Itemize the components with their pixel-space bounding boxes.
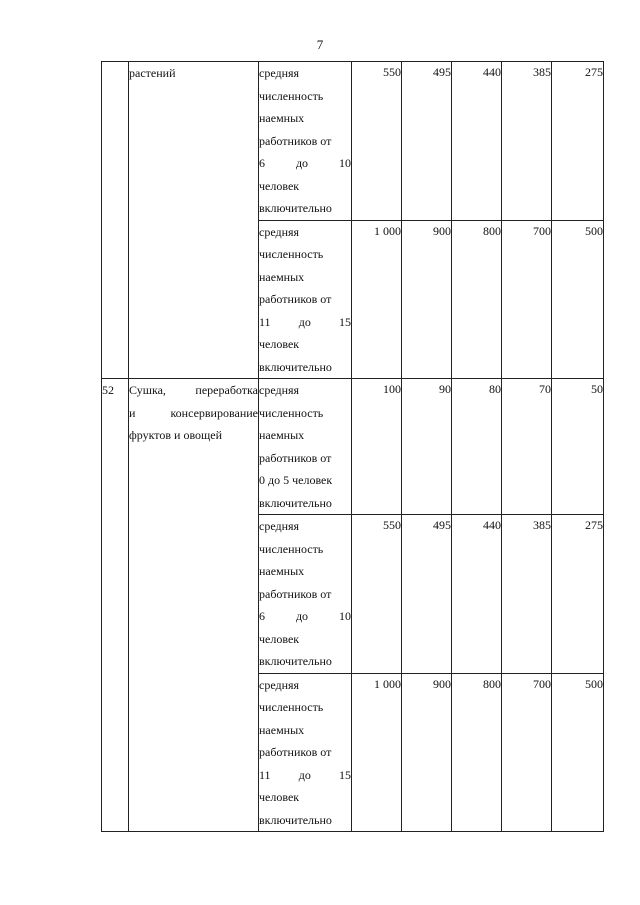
row-number-cell <box>102 62 129 379</box>
value-cell: 800 <box>452 220 502 379</box>
word: 10 <box>338 609 351 623</box>
text-line <box>129 379 258 402</box>
word: Сушка, <box>129 383 166 397</box>
text-line: человек <box>259 178 300 193</box>
table-body <box>102 62 604 832</box>
activity-name-cell: растений <box>129 62 259 379</box>
value-cell: 800 <box>452 673 502 832</box>
value-cell: 80 <box>452 379 502 515</box>
page-number: 7 <box>316 37 324 52</box>
table-row <box>102 62 604 221</box>
text-line: работников от <box>259 292 332 306</box>
text-line: численность <box>259 541 324 556</box>
text-line: включительно <box>259 812 332 827</box>
text-line: численность <box>259 405 324 420</box>
word: консервирование <box>170 405 258 420</box>
value-cell: 1 000 <box>352 673 402 832</box>
value-cell: 385 <box>502 62 552 221</box>
text-line: средняя <box>259 66 300 80</box>
word: до <box>295 156 309 170</box>
text-line: человек <box>259 631 300 646</box>
word: 15 <box>338 767 351 782</box>
text-line: работников от <box>259 586 332 601</box>
tariff-table <box>101 61 604 832</box>
text-line: наемных <box>259 111 305 125</box>
text-line: численность <box>259 88 324 103</box>
text-line: работников от <box>259 450 332 465</box>
table-row <box>102 379 604 515</box>
employee-range-cell <box>259 673 352 832</box>
text-line: включительно <box>259 201 332 215</box>
text-line: средняя <box>259 677 300 692</box>
word: 15 <box>338 314 351 329</box>
value-cell: 1 000 <box>352 220 402 379</box>
text-line <box>259 605 351 628</box>
value-cell: 70 <box>502 379 552 515</box>
text-line: 0 до 5 человек <box>259 473 333 487</box>
value-cell: 495 <box>402 62 452 221</box>
value-cell: 50 <box>552 379 604 515</box>
value-cell: 275 <box>552 515 604 674</box>
value-cell: 500 <box>552 673 604 832</box>
text-line: средняя <box>259 383 300 397</box>
text-line: средняя <box>259 519 300 533</box>
text-line <box>259 764 351 787</box>
text-line: средняя <box>259 224 300 239</box>
text-line <box>129 402 258 425</box>
text-line: численность <box>259 247 324 261</box>
word: до <box>295 609 309 623</box>
value-cell: 275 <box>552 62 604 221</box>
word: 6 <box>259 156 265 170</box>
employee-range-cell <box>259 220 352 379</box>
value-cell: 440 <box>452 62 502 221</box>
text-line: человек <box>259 790 300 804</box>
text-line: наемных <box>259 269 305 284</box>
word: до <box>298 314 311 329</box>
value-cell: 440 <box>452 515 502 674</box>
employee-range-cell <box>259 515 352 674</box>
value-cell: 550 <box>352 62 402 221</box>
value-cell: 385 <box>502 515 552 674</box>
text-line: человек <box>259 337 300 351</box>
value-cell: 900 <box>402 673 452 832</box>
text-line <box>259 311 351 334</box>
text-line: включительно <box>259 654 332 668</box>
word: 11 <box>259 314 271 329</box>
word: 10 <box>338 156 351 170</box>
text-line: включительно <box>259 359 332 374</box>
value-cell: 900 <box>402 220 452 379</box>
text-line <box>259 152 351 175</box>
activity-name-cell <box>129 379 259 832</box>
employee-range-cell <box>259 379 352 515</box>
text-line: наемных <box>259 722 305 737</box>
employee-range-cell <box>259 62 352 221</box>
text-line: наемных <box>259 564 305 578</box>
value-cell: 90 <box>402 379 452 515</box>
word: переработка <box>195 383 258 397</box>
text-line: работников от <box>259 133 332 148</box>
value-cell: 700 <box>502 220 552 379</box>
text-line: численность <box>259 700 324 714</box>
text-line: наемных <box>259 428 305 442</box>
value-cell: 100 <box>352 379 402 515</box>
word: 6 <box>259 609 265 623</box>
value-cell: 700 <box>502 673 552 832</box>
text-line: фруктов и овощей <box>129 428 223 442</box>
value-cell: 550 <box>352 515 402 674</box>
text-line: включительно <box>259 495 332 510</box>
text-line: работников от <box>259 745 332 759</box>
value-cell: 500 <box>552 220 604 379</box>
word: до <box>298 767 311 782</box>
word: 11 <box>259 767 271 782</box>
value-cell: 495 <box>402 515 452 674</box>
row-number-cell: 52 <box>102 379 129 832</box>
word: и <box>129 405 136 420</box>
